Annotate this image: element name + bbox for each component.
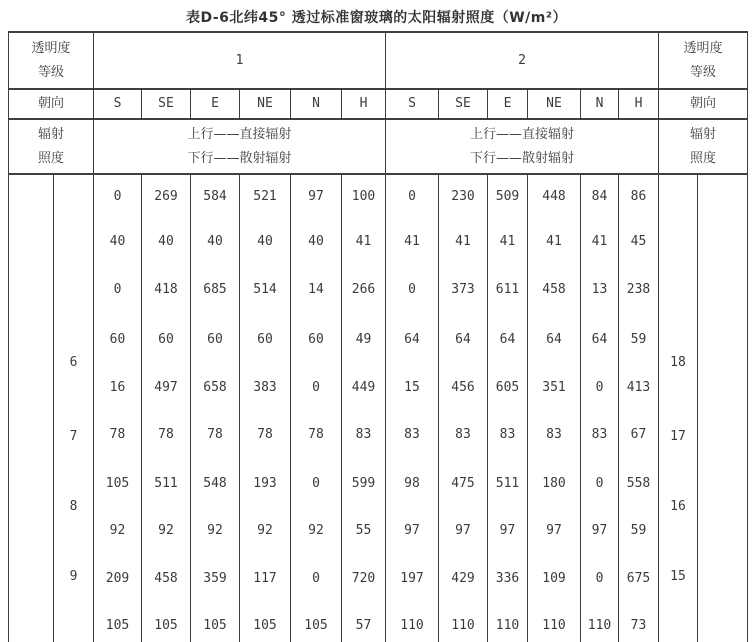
cell-value: 64 [455,332,471,347]
cell-value: 83 [499,427,516,442]
transparency-label-line1: 透明度 [683,40,723,56]
group1-col-h [342,175,386,642]
group1-col-header-ne: NE [240,90,291,120]
cell-value: 83 [404,427,420,442]
cell-value: 9 [69,569,78,584]
cell-value: 7 [69,429,78,444]
cell-value: 105 [304,618,328,633]
cell-value: 86 [630,189,647,204]
cell-value: 105 [203,618,227,633]
group2-col-header-n: N [581,90,619,120]
cell-value: 98 [404,476,420,491]
cell-value: 0 [312,476,320,491]
group1-col-header-h: H [342,90,386,120]
cell-value: 64 [499,332,516,347]
cell-value: 92 [308,523,324,538]
cell-value: 0 [595,571,604,586]
cell-value: 413 [626,380,651,395]
cell-value: 209 [105,571,130,586]
cell-value: 41 [404,234,420,249]
cell-value: 266 [351,282,376,297]
right-spacer-column [698,175,748,642]
cell-value: 60 [207,332,223,347]
note-line2-diffuse: 下行——散射辐射 [469,150,574,166]
group1-col-header-se: SE [142,90,191,120]
cell-value: 73 [630,618,647,633]
cell-value: 41 [591,234,608,249]
transparency-label-line1: 透明度 [31,40,71,56]
group2-col-n [581,175,619,642]
cell-value: 456 [451,380,475,395]
cell-value: 83 [355,427,372,442]
group2-col-ne [528,175,581,642]
cell-value: 67 [630,427,647,442]
left-spacer-column [9,175,54,642]
cell-value: 41 [499,234,516,249]
cell-value: 97 [546,523,562,538]
left-grade-column [54,175,94,642]
cell-value: 40 [308,234,324,249]
group2-col-h [619,175,659,642]
cell-value: 78 [109,427,126,442]
cell-value: 605 [495,380,520,395]
cell-value: 658 [203,380,227,395]
radiation-header-left [9,120,94,175]
cell-value: 14 [308,282,324,297]
note-line1-direct: 上行——直接辐射 [187,126,292,142]
group2-col-e [488,175,528,642]
group1-col-n [291,175,342,642]
radiation-header-right [659,120,748,175]
group2-col-header-h: H [619,90,659,120]
cell-value: 458 [542,282,566,297]
cell-value: 558 [626,476,651,491]
transparency-grade-header-right [659,33,748,90]
cell-value: 49 [355,332,372,347]
transparency-grade-header-left [9,33,94,90]
cell-value: 105 [105,476,130,491]
cell-value: 16 [670,499,686,514]
cell-value: 611 [495,282,520,297]
cell-value: 110 [542,618,566,633]
cell-value: 16 [109,380,126,395]
cell-value: 17 [670,429,686,444]
cell-value: 0 [113,282,122,297]
cell-value: 97 [455,523,471,538]
group2-col-header-se: SE [439,90,488,120]
cell-value: 418 [154,282,178,297]
cell-value: 238 [626,282,651,297]
cell-value: 13 [591,282,608,297]
cell-value: 60 [308,332,324,347]
cell-value: 720 [351,571,376,586]
cell-value: 60 [257,332,273,347]
group1-col-ne [240,175,291,642]
cell-value: 15 [670,569,686,584]
cell-value: 230 [451,189,475,204]
cell-value: 383 [253,380,277,395]
cell-value: 511 [154,476,178,491]
cell-value: 64 [404,332,420,347]
cell-value: 92 [207,523,223,538]
cell-value: 60 [158,332,174,347]
transparency-label-line2: 等级 [37,64,64,80]
cell-value: 78 [257,427,273,442]
cell-value: 40 [257,234,273,249]
group1-col-s [94,175,142,642]
radiation-label-line1: 辐射 [689,126,716,142]
cell-value: 359 [203,571,227,586]
cell-value: 83 [546,427,562,442]
cell-value: 685 [203,282,227,297]
note-line2-diffuse: 下行——散射辐射 [187,150,292,166]
cell-value: 351 [542,380,566,395]
group1-col-header-n: N [291,90,342,120]
cell-value: 15 [404,380,420,395]
cell-value: 0 [312,380,320,395]
group2-radiation-note [386,120,659,175]
cell-value: 83 [591,427,608,442]
cell-value: 59 [630,523,647,538]
cell-value: 97 [591,523,608,538]
cell-value: 110 [400,618,424,633]
cell-value: 78 [207,427,223,442]
cell-value: 105 [105,618,130,633]
cell-value: 97 [404,523,420,538]
cell-value: 509 [495,189,520,204]
cell-value: 18 [670,355,686,370]
cell-value: 0 [408,189,416,204]
group1-header: 1 [94,33,386,90]
cell-value: 55 [355,523,372,538]
group2-col-header-s: S [386,90,439,120]
cell-value: 117 [253,571,277,586]
radiation-label-line2: 照度 [37,150,64,166]
cell-value: 675 [626,571,651,586]
cell-value: 197 [400,571,424,586]
cell-value: 78 [158,427,174,442]
cell-value: 92 [109,523,126,538]
note-line1-direct: 上行——直接辐射 [469,126,574,142]
cell-value: 448 [542,189,566,204]
cell-value: 0 [595,476,604,491]
cell-value: 83 [455,427,471,442]
cell-value: 78 [308,427,324,442]
cell-value: 511 [495,476,520,491]
cell-value: 373 [451,282,475,297]
right-grade-column [659,175,698,642]
cell-value: 60 [109,332,126,347]
cell-value: 475 [451,476,475,491]
cell-value: 97 [499,523,516,538]
cell-value: 40 [207,234,223,249]
cell-value: 110 [495,618,520,633]
cell-value: 599 [351,476,376,491]
radiation-label-line2: 照度 [689,150,716,166]
group1-col-header-e: E [191,90,240,120]
cell-value: 92 [158,523,174,538]
cell-value: 8 [69,499,78,514]
group2-col-se [439,175,488,642]
cell-value: 41 [546,234,562,249]
group1-col-e [191,175,240,642]
cell-value: 100 [351,189,376,204]
group1-col-header-s: S [94,90,142,120]
cell-value: 521 [253,189,277,204]
cell-value: 64 [546,332,562,347]
cell-value: 97 [308,189,324,204]
cell-value: 6 [69,355,78,370]
cell-value: 336 [495,571,520,586]
group2-header: 2 [386,33,659,90]
cell-value: 41 [355,234,372,249]
cell-value: 110 [587,618,612,633]
cell-value: 0 [312,571,320,586]
cell-value: 105 [154,618,178,633]
group2-col-header-e: E [488,90,528,120]
cell-value: 84 [591,189,608,204]
cell-value: 0 [595,380,604,395]
cell-value: 449 [351,380,376,395]
cell-value: 45 [630,234,647,249]
cell-value: 193 [253,476,277,491]
cell-value: 40 [109,234,126,249]
cell-value: 514 [253,282,277,297]
cell-value: 0 [113,189,122,204]
cell-value: 40 [158,234,174,249]
group1-col-se [142,175,191,642]
cell-value: 57 [355,618,372,633]
table-caption: 表D-6北纬45° 透过标准窗玻璃的太阳辐射照度（W/m²） [185,10,568,26]
orientation-header-right: 朝向 [659,90,748,120]
cell-value: 92 [257,523,273,538]
cell-value: 105 [253,618,277,633]
cell-value: 269 [154,189,178,204]
radiation-label-line1: 辐射 [37,126,64,142]
cell-value: 180 [542,476,566,491]
cell-value: 429 [451,571,475,586]
cell-value: 548 [203,476,227,491]
cell-value: 584 [203,189,227,204]
cell-value: 458 [154,571,178,586]
group2-col-header-ne: NE [528,90,581,120]
cell-value: 64 [591,332,608,347]
cell-value: 0 [408,282,416,297]
group1-radiation-note [94,120,386,175]
cell-value: 109 [542,571,566,586]
radiation-table [8,31,748,642]
group2-col-s [386,175,439,642]
transparency-label-line2: 等级 [689,64,716,80]
cell-value: 59 [630,332,647,347]
cell-value: 41 [455,234,471,249]
orientation-header-left: 朝向 [9,90,94,120]
cell-value: 497 [154,380,178,395]
cell-value: 110 [451,618,475,633]
